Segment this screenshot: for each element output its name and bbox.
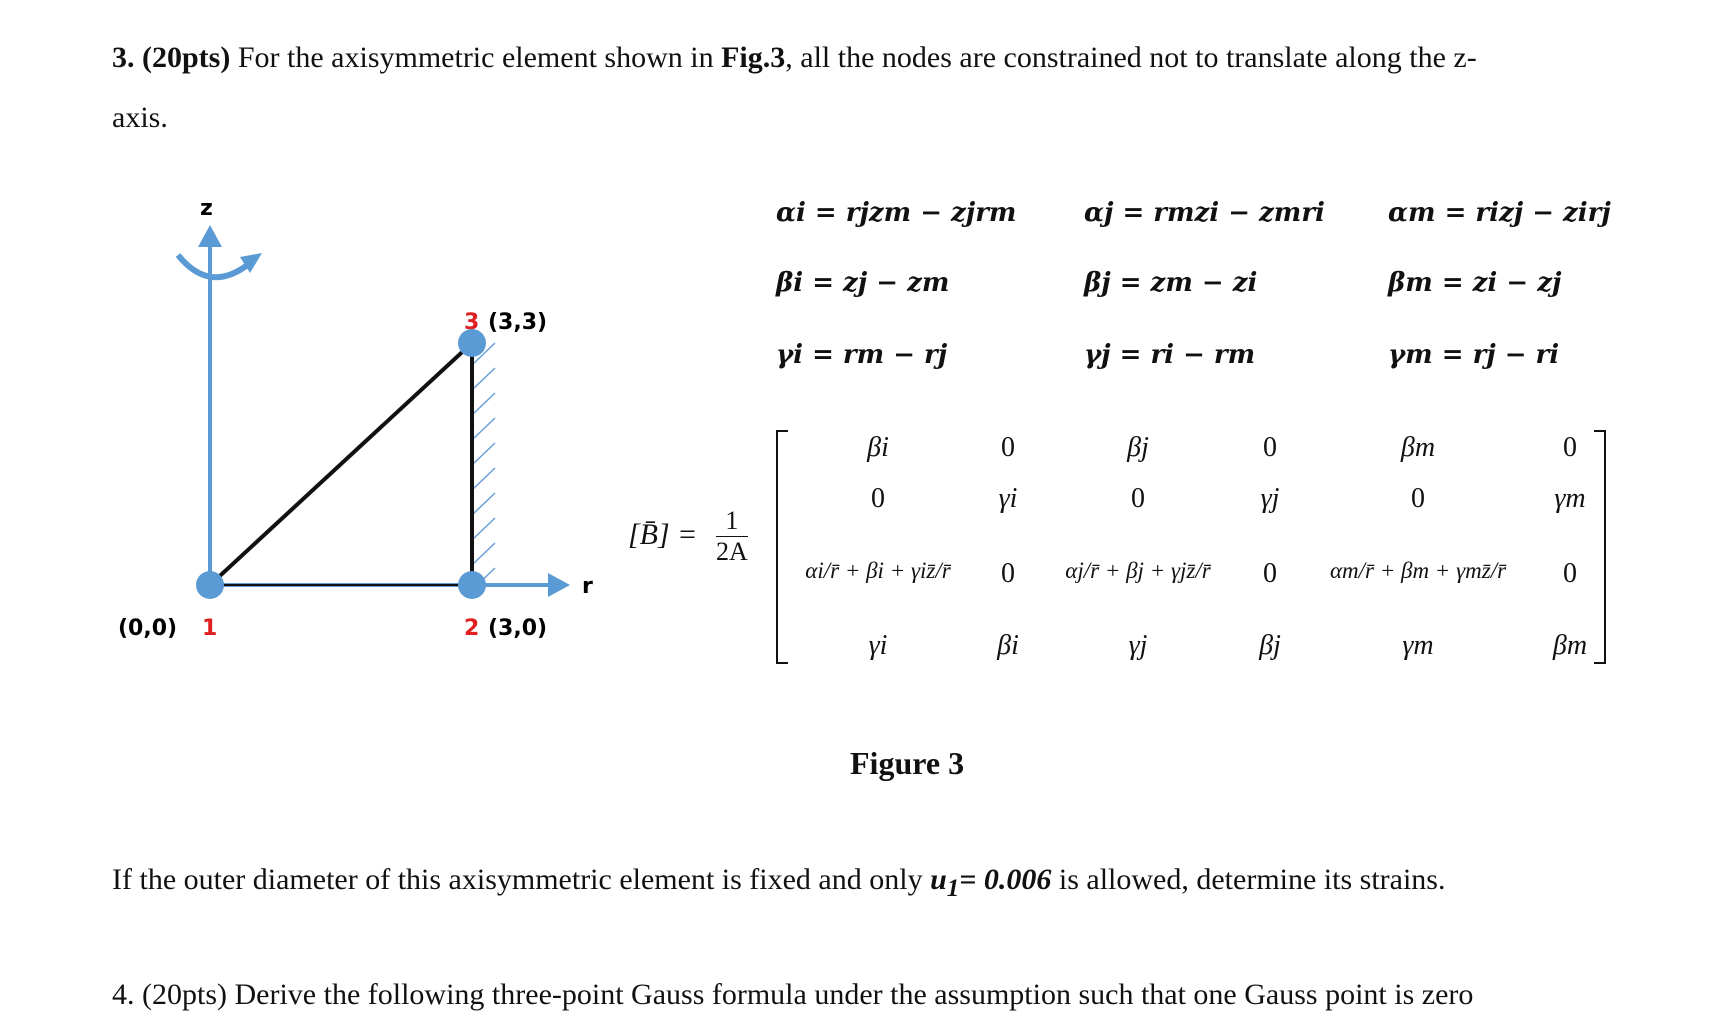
followup-text: If the outer diameter of this axisymmetric element is fixed and only — [112, 863, 931, 896]
matrix-cell: 0 — [871, 483, 885, 514]
question-points: (20pts) — [142, 41, 231, 74]
beta-m-equation: βm = zi − zj — [1388, 268, 1562, 298]
matrix-factor-denominator: 2A — [716, 537, 748, 566]
matrix-cell: βm — [1552, 630, 1588, 661]
matrix-cell: αj/r̄ + βj + γjz̄/r̄ — [1065, 558, 1211, 583]
question-3-followup — [112, 860, 1445, 909]
displacement-value: = 0.006 — [959, 863, 1052, 896]
matrix-cell: γi — [998, 483, 1018, 514]
matrix-cell: γi — [868, 630, 888, 661]
figure-caption: Figure 3 — [850, 745, 965, 781]
matrix-cell: βj — [1127, 432, 1149, 463]
matrix-factor — [716, 506, 748, 567]
matrix-cell: αm/r̄ + βm + γmz̄/r̄ — [1329, 558, 1507, 583]
alpha-i-equation: αi = rjzm − zjrm — [776, 198, 1017, 228]
node-3-number: 3 — [464, 310, 480, 335]
matrix-cell: γj — [1128, 630, 1148, 661]
displacement-variable: u — [930, 863, 947, 896]
question-3-line-2: axis. — [112, 101, 168, 134]
node-2-coord: (3,0) — [488, 616, 548, 641]
matrix-cell: 0 — [1263, 558, 1277, 589]
node-1-coord: (0,0) — [118, 616, 178, 641]
question-text-continued: , all the nodes are constrained not to translate along the z- — [785, 41, 1477, 74]
matrix-cell: αi/r̄ + βi + γiz̄/r̄ — [805, 558, 951, 583]
z-axis-label: z — [200, 196, 213, 221]
matrix-cell: βi — [867, 432, 889, 463]
matrix-left-bracket — [776, 430, 788, 664]
z-axis-arrowhead — [198, 225, 222, 247]
node-2-number: 2 — [464, 616, 480, 641]
gamma-j-equation: γj = ri − rm — [1084, 340, 1256, 370]
matrix-cell: 0 — [1131, 483, 1145, 514]
figure-3-diagram — [100, 185, 600, 705]
node-2 — [458, 571, 486, 599]
matrix-cell: βi — [997, 630, 1019, 661]
matrix-cell: 0 — [1263, 432, 1277, 463]
followup-text-end: is allowed, determine its strains. — [1051, 863, 1446, 896]
matrix-cell: 0 — [1563, 558, 1577, 589]
figure-reference: Fig.3 — [721, 41, 786, 74]
matrix-cell: βm — [1400, 432, 1436, 463]
alpha-j-equation: αj = rmzi − zmri — [1084, 198, 1325, 228]
matrix-cell: βj — [1259, 630, 1281, 661]
gamma-i-equation: γi = rm − rj — [776, 340, 948, 370]
matrix-cell: 0 — [1563, 432, 1577, 463]
r-axis-arrowhead — [548, 573, 570, 597]
rotation-arrow — [178, 255, 250, 277]
matrix-cell: γm — [1554, 483, 1586, 514]
matrix-right-bracket — [1594, 430, 1606, 664]
element-edge-1-3 — [210, 343, 472, 585]
r-axis-label: r — [582, 574, 593, 599]
matrix-factor-numerator: 1 — [716, 506, 748, 537]
beta-i-equation: βi = zj − zm — [776, 268, 950, 298]
node-1 — [196, 571, 224, 599]
gamma-m-equation: γm = rj − ri — [1388, 340, 1560, 370]
beta-j-equation: βj = zm − zi — [1084, 268, 1258, 298]
matrix-cell: 0 — [1001, 558, 1015, 589]
fixed-support-hatching — [472, 343, 495, 590]
b-matrix-lhs: [B̄] = — [628, 518, 698, 551]
matrix-cell: 0 — [1411, 483, 1425, 514]
displacement-subscript: 1 — [946, 875, 960, 902]
alpha-m-equation: αm = rizj − zirj — [1388, 198, 1611, 228]
question-number: 3. — [112, 41, 135, 74]
question-3-line-1 — [112, 38, 1652, 78]
axisymmetric-element-figure — [100, 185, 600, 705]
question-4-partial: 4. (20pts) Derive the following three-point Gauss formula under the assumption such that one Gauss point is zero — [112, 978, 1474, 1011]
matrix-cell: γm — [1402, 630, 1434, 661]
question-text: For the axisymmetric element shown in — [230, 41, 722, 74]
matrix-cell: γj — [1260, 483, 1280, 514]
node-3-coord: (3,3) — [488, 310, 548, 335]
node-1-number: 1 — [202, 616, 218, 641]
matrix-cell: 0 — [1001, 432, 1015, 463]
